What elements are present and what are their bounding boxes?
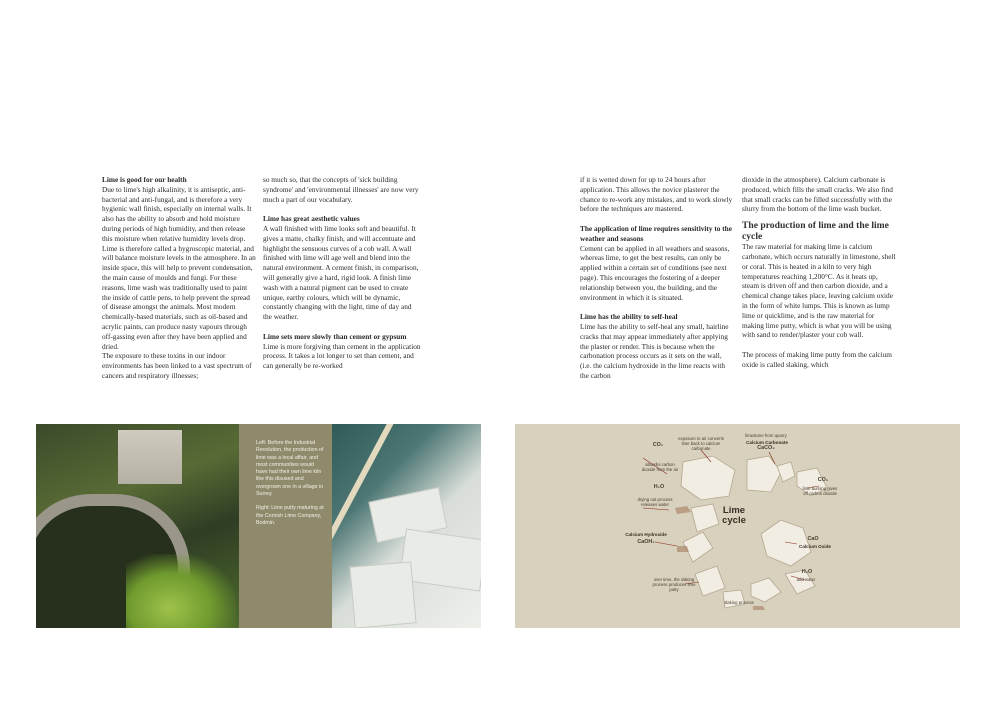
cycle-shapes [515, 424, 960, 628]
lime-cycle-title: Lime cycle [722, 505, 746, 526]
photo-caption [256, 440, 326, 527]
paragraph: The exposure to these toxins in our indoor environments has been linked to a vast spectrum of cancers and respiratory illnesses; [102, 351, 252, 380]
paragraph: if it is wetted down for up to 24 hours after application. This allows the novice plasterer the chance to re-work any mistakes, and to work slowly before the techniques are mastered. [580, 175, 733, 214]
text-column-3 [580, 175, 734, 381]
caption-right: Right: Lime putty maturing at the Cornish Lime Company, Bodmin. [256, 505, 324, 526]
h2o-right-label: H₂O [801, 569, 813, 575]
text-column-1 [102, 175, 256, 381]
co2-label: CO₂ [652, 442, 664, 448]
paragraph: The process of making lime putty from the calcium oxide is called slaking, which [742, 349, 892, 369]
putty-lump [349, 561, 416, 628]
calcium-carbonate-label: Calcium Carbonate [746, 440, 788, 445]
co2-right-label: CO₂ [817, 477, 829, 483]
paragraph: Lime has the ability to self-heal any small, hairline cracks that may appear immediately after applying the plaster or render. This is because when the carbonation process occurs as it sets on the wall, (i.e. the calcium hydroxide in the lime reacts with the carbon [580, 321, 729, 380]
fern-foliage [126, 554, 236, 628]
cao-label: CaO [807, 536, 819, 542]
heading-self-heal: Lime has the ability to self-heal [580, 312, 678, 322]
add-water-label: add water [796, 577, 816, 582]
text-column-4 [742, 175, 896, 370]
paragraph: dioxide in the atmosphere). Calcium carbonate is produced, which fills the small cracks. We also find that small cracks can be filled successfully with the slurry from the bottom of the lime wash bucket. [742, 175, 893, 214]
heading-lime-cycle: The production of lime and the lime cycle [742, 220, 889, 243]
caoh2-label: CaOH₂ [637, 539, 655, 545]
lime-putty-photo [332, 424, 481, 628]
caco3-label: CaCO₃ [757, 445, 775, 451]
heading-sensitivity: The application of lime requires sensitivity to the weather and seasons [580, 223, 732, 243]
paragraph: Lime is more forgiving than cement in the application process. It takes a lot longer to set than cement, and can generally be re-worked [263, 341, 421, 371]
slaking-label: slaking process [724, 600, 754, 605]
heading-aesthetic: Lime has great aesthetic values [263, 214, 360, 224]
over-time-label: over time, the slaking process produces lime putty [652, 577, 696, 593]
burning-label: lime burning gives off carbon dioxide [802, 486, 838, 497]
caption-left: Left: Before the Industrial Revolution, the production of lime was a local affair, and most communities would have had their own lime kiln like this disused and overgrown one in a village in Surrey. [256, 440, 324, 498]
paragraph: so much so, that the concepts of 'sick building syndrome' and 'environmental illnesses' are now very much a part of our vocabulary. [263, 175, 419, 204]
heading-lime-health: Lime is good for our health [102, 175, 187, 184]
paragraph: Due to lime's high alkalinity, it is antiseptic, anti-bacterial and anti-fungal, and is therefore a very hygienic wall finish, especially on internal walls. It also has the ability to absorb and hold moisture during periods of high humidity, and then release this moisture when relative humidity levels drop. Lime is therefore called a hygroscopic material, and will balance moisture levels in the atmosphere. In an inside space, this will help to prevent condensation, the main cause of moulds and fungi. For these reasons, lime wash was traditionally used to paint the inside of cattle pens, to help prevent the spread of disease amongst the animals. Most modern chemically-based materials, such as oil-based and acrylic paints, can produce nasty vapours through off-gassing even after they have been applied and dried. [102, 184, 256, 351]
calcium-oxide-label: Calcium Oxide [799, 544, 831, 549]
heading-sets-slowly: Lime sets more slowly than cement or gypsum [263, 331, 407, 341]
calcium-hydroxide-label: Calcium Hydroxide [625, 532, 667, 537]
limestone-label: limestone from quarry [745, 433, 787, 438]
paragraph: The raw material for making lime is calcium carbonate, which occurs naturally in limestone, shell or coral. This is heated in a kiln to very high temperatures reaching 1,200°C. As it heats up, steam is driven off and then carbon dioxide, and a chemical change takes place, leaving calcium oxide in the form of white lumps. This is known as lump lime or quicklime, and is the raw material for making lime putty, which is what you will be using with sand to render/plaster your cob wall. [742, 242, 896, 340]
paragraph: Cement can be applied in all weathers and seasons, whereas lime, to get the best results, can only be applied within a certain set of conditions (see next page). This encourages the fostering of a deeper relationship between you, the building, and the environment in which it is situated. [580, 243, 730, 302]
text-column-2 [263, 175, 421, 371]
drying-label: drying out process releases water [637, 497, 673, 508]
lime-kiln-photo [36, 424, 239, 628]
paragraph: A wall finished with lime looks soft and beautiful. It gives a matte, chalky finish, and will accentuate and highlight the sensuous curves of a cob wall. A wall finished with lime will age well and blend into the natural environment. A cement finish, in comparison, will generally give a hard, rigid look. A finish lime wash with a natural pigment can be used to create unique, earthy colours, which will be dynamic, constantly changing with the light, time of day and the weather. [263, 223, 419, 322]
stone-plaque [118, 430, 182, 484]
h2o-label: H₂O [653, 484, 665, 490]
absorbs-label: absorbs carbon dioxide from the air [641, 462, 679, 473]
exposure-label: exposure to air converts lime back to calcium carbonate [678, 436, 724, 452]
